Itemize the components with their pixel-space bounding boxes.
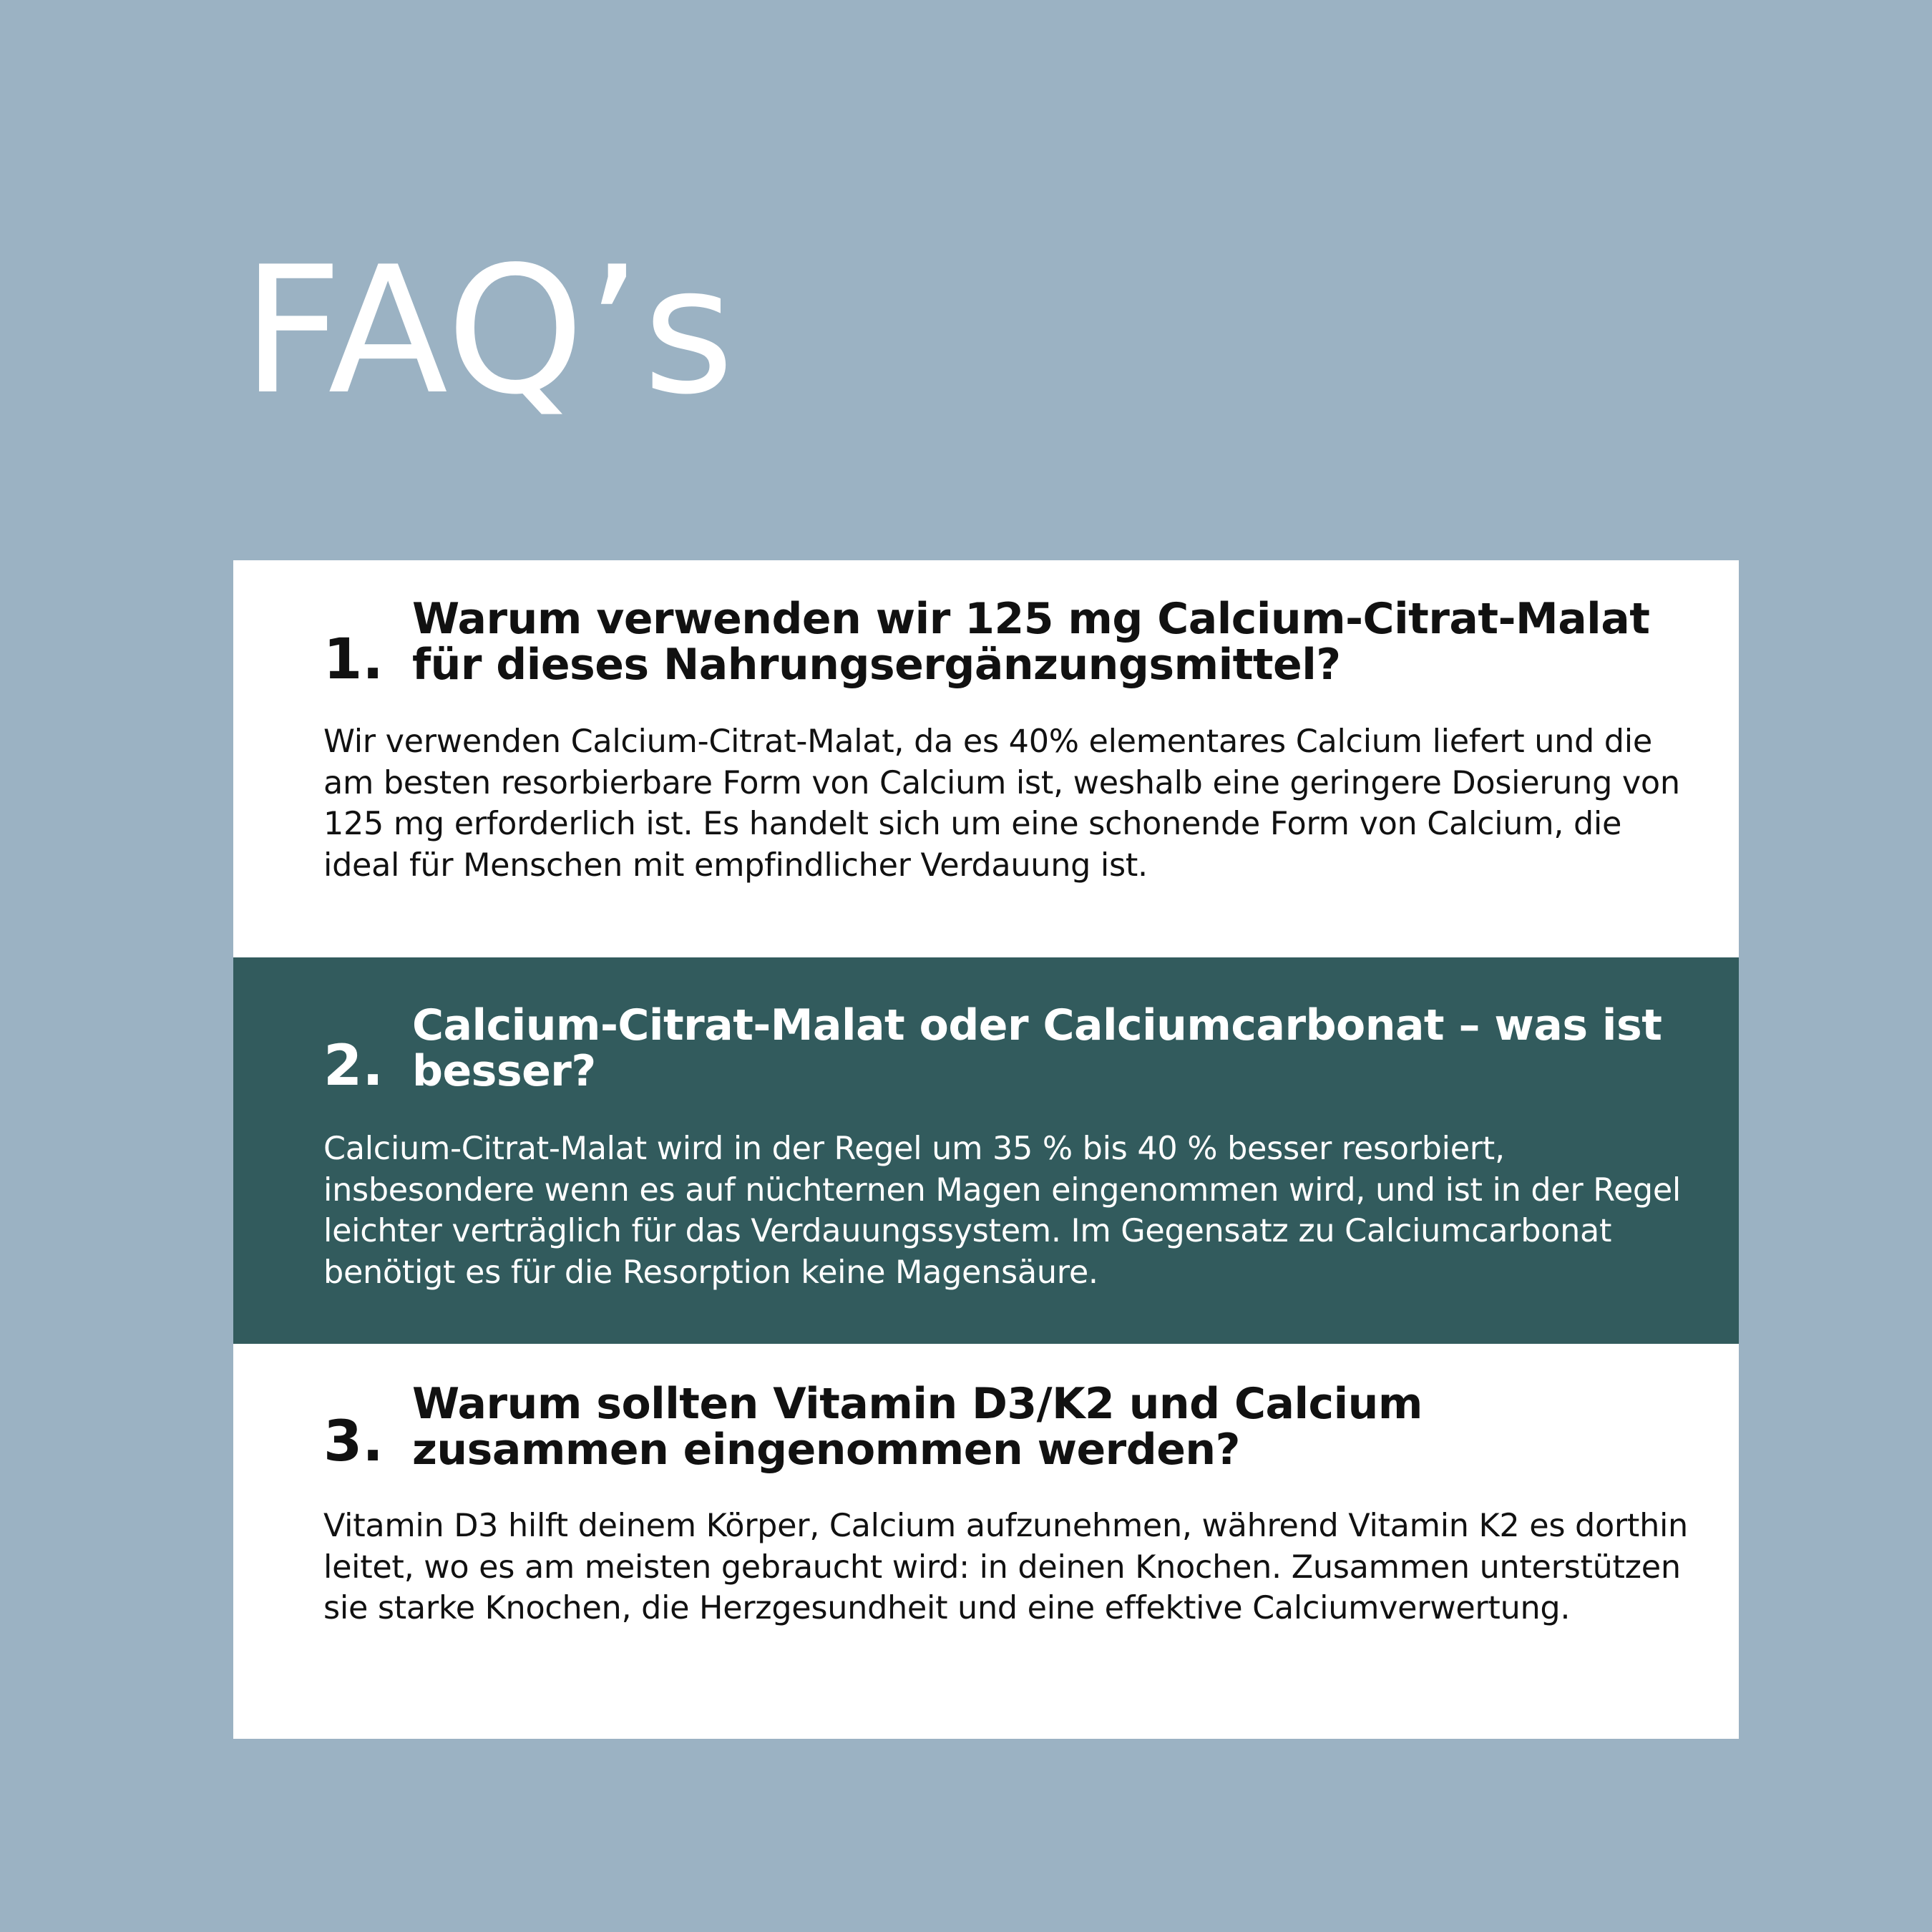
faq-heading	[323, 957, 1689, 1098]
page-title: FAQ’s	[242, 229, 736, 433]
faq-list	[233, 560, 1739, 1739]
faq-question: Warum verwenden wir 125 mg Calcium-Citrat-Malat für dieses Nahrungsergänzungsmittel?	[412, 594, 1650, 690]
faq-heading	[323, 1344, 1689, 1473]
faq-item-3	[233, 1344, 1739, 1739]
faq-question: Calcium-Citrat-Malat oder Calciumcarbonat – was ist besser?	[412, 1000, 1662, 1096]
faq-item-2	[233, 957, 1739, 1344]
faq-item-1	[233, 560, 1739, 957]
faq-answer: Calcium-Citrat-Malat wird in der Regel um 35 % bis 40 % besser resorbiert, insbesondere wenn es auf nüchternen Magen eingenommen wird, und ist in der Regel leichter verträglich für das Verdauungssystem. Im Gegensatz zu Calciumcarbonat benötigt es für die Resorption keine Magensäure.	[323, 1131, 1681, 1291]
faq-heading	[323, 560, 1689, 692]
faq-answer: Wir verwenden Calcium-Citrat-Malat, da es 40% elementares Calcium liefert und die am besten resorbierbare Form von Calcium ist, weshalb eine geringere Dosierung von 125 mg erforderlich ist. Es handelt sich um eine schonende Form von Calcium, die ideal für Menschen mit empfindlicher Verdauung ist.	[323, 723, 1680, 884]
faq-question: Warum sollten Vitamin D3/K2 und Calcium zusammen eingenommen werden?	[412, 1379, 1423, 1475]
faq-number: 3.	[323, 1410, 384, 1474]
faq-answer: Vitamin D3 hilft deinem Körper, Calcium aufzunehmen, während Vitamin K2 es dorthin leitet, wo es am meisten gebraucht wird: in deinen Knochen. Zusammen unterstützen sie starke Knochen, die Herzgesundheit und eine effektive Calciumverwertung.	[323, 1508, 1688, 1626]
faq-number: 1.	[323, 628, 384, 692]
faq-number: 2.	[323, 1034, 384, 1098]
